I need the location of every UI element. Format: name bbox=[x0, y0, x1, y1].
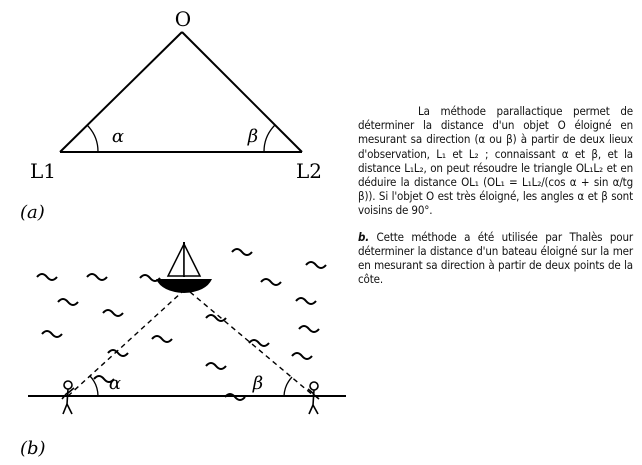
sight-line-1 bbox=[68, 292, 182, 396]
caption-paragraph-b bbox=[358, 230, 633, 287]
wave-mark bbox=[306, 262, 326, 268]
boat-icon bbox=[156, 242, 212, 293]
caption-paragraph-a: La méthode parallactique permet de déterminer la distance d'un objet O éloigné en mesurant sa direction (α ou β) à partir de deux lieux d'observation, L₁ et L₂ ; connaissant α et β, et la distance L₁L₂, on peut résoudre le triangle OL₁L₂ et en déduire la distance OL₁ (OL₁ = L₁L₂/(cos α + sin α/tg β)). Si l'objet O est très éloigné, les angles α et β sont voisins de 90°. bbox=[358, 104, 633, 218]
label-beta-b: β bbox=[252, 373, 264, 394]
caption-lead-b: b. bbox=[358, 229, 370, 244]
observer-2-icon bbox=[308, 382, 319, 414]
wave-mark bbox=[58, 299, 78, 305]
wave-mark bbox=[87, 274, 107, 280]
caption-text-b: Cette méthode a été utilisée par Thalès pour déterminer la distance d'un bateau éloigné sur la mer en mesurant sa direction à partir de deux points de la côte. bbox=[358, 229, 633, 287]
wave-mark bbox=[261, 279, 281, 285]
label-o: O bbox=[174, 7, 192, 31]
wave-mark bbox=[206, 315, 226, 321]
wave-mark bbox=[37, 274, 57, 280]
caption bbox=[358, 104, 633, 298]
wave-mark bbox=[296, 298, 316, 304]
wave-mark bbox=[103, 310, 123, 316]
figure-b bbox=[20, 242, 346, 459]
figure-b-label: (b) bbox=[20, 438, 46, 459]
label-beta-a: β bbox=[247, 126, 259, 147]
angle-beta-arc bbox=[264, 125, 275, 152]
label-alpha-b: α bbox=[108, 373, 122, 394]
wave-mark bbox=[232, 249, 252, 255]
label-l1: L1 bbox=[30, 159, 57, 183]
angle-alpha-arc bbox=[87, 125, 98, 152]
angle-beta-arc-b bbox=[284, 377, 292, 396]
wave-mark bbox=[152, 336, 172, 342]
observer-1-icon bbox=[62, 381, 74, 414]
label-alpha-a: α bbox=[111, 126, 125, 147]
wave-mark bbox=[299, 326, 319, 332]
wave-mark bbox=[249, 340, 269, 346]
figure-a-label: (a) bbox=[20, 202, 45, 223]
label-l2: L2 bbox=[296, 159, 323, 183]
wave-mark bbox=[292, 353, 312, 359]
side-o-l2 bbox=[182, 32, 302, 152]
wave-mark bbox=[42, 331, 62, 337]
wave-mark bbox=[206, 363, 226, 369]
